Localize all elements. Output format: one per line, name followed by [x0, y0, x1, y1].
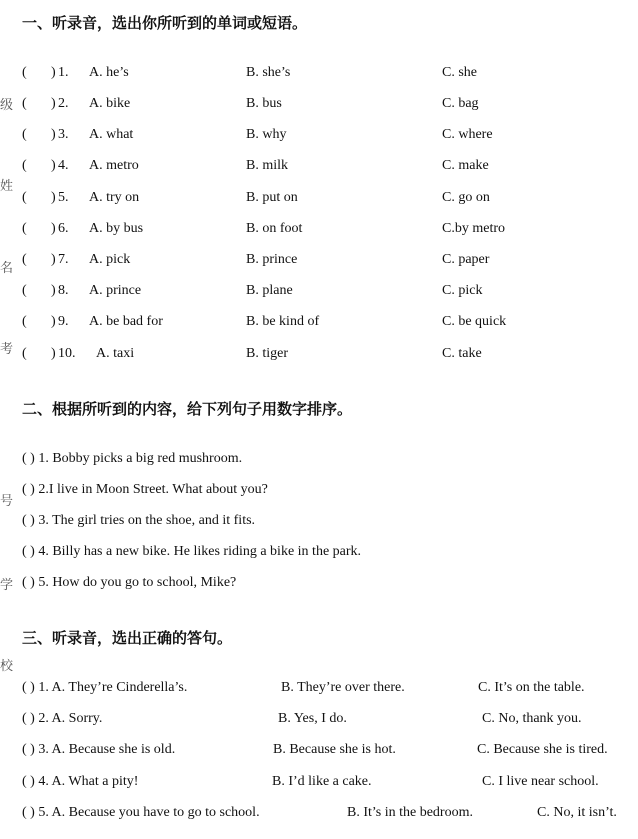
option-a: A. prince	[89, 283, 142, 298]
list-item	[0, 680, 638, 700]
option-b: B. Yes, I do.	[278, 711, 347, 726]
margin-mark: 名	[0, 261, 14, 276]
list-item	[0, 221, 638, 241]
list-item	[0, 451, 638, 471]
option-b: B. I’d like a cake.	[272, 774, 372, 789]
section3-heading: 三、听录音，选出正确的答句。	[22, 629, 233, 647]
item-number: 1.	[58, 65, 69, 80]
option-b: B. be kind of	[246, 314, 320, 329]
option-b: B. on foot	[246, 221, 303, 236]
option-a: A. by bus	[89, 221, 144, 236]
option-b: B. bus	[246, 96, 282, 111]
option-b: B. she’s	[246, 65, 291, 80]
option-c: C. make	[442, 158, 489, 173]
list-item	[0, 127, 638, 147]
list-item	[0, 575, 638, 595]
option-a: A. try on	[89, 190, 140, 205]
item-number: 10.	[58, 346, 76, 361]
margin-mark: 级	[0, 98, 14, 113]
option-c: C. go on	[442, 190, 490, 205]
list-item	[0, 544, 638, 564]
open-paren: (	[22, 127, 27, 142]
option-c: C. It’s on the table.	[478, 680, 585, 695]
list-item	[0, 283, 638, 303]
option-b: B. prince	[246, 252, 298, 267]
list-item	[0, 774, 638, 794]
list-item	[0, 742, 638, 762]
margin-mark: 姓	[0, 179, 14, 194]
item-number: 2.	[58, 96, 69, 111]
list-item	[0, 805, 638, 825]
open-paren: (	[22, 283, 27, 298]
open-paren: (	[22, 96, 27, 111]
list-item	[0, 513, 638, 533]
option-b: B. why	[246, 127, 287, 142]
question-lead: ( ) 3. A. Because she is old.	[22, 742, 176, 757]
open-paren: (	[22, 346, 27, 361]
item-number: 3.	[58, 127, 69, 142]
list-item	[0, 190, 638, 210]
list-item	[0, 711, 638, 731]
option-a: A. metro	[89, 158, 139, 173]
option-a: A. bike	[89, 96, 131, 111]
item-number: 5.	[58, 190, 69, 205]
close-paren: )	[51, 221, 56, 236]
close-paren: )	[51, 96, 56, 111]
option-c: C. No, it isn’t.	[537, 805, 617, 820]
list-item	[0, 96, 638, 116]
open-paren: (	[22, 252, 27, 267]
sentence-text: ( ) 4. Billy has a new bike. He likes riding a bike in the park.	[22, 544, 362, 559]
option-b: B. tiger	[246, 346, 288, 361]
option-c: C. paper	[442, 252, 490, 267]
item-number: 4.	[58, 158, 69, 173]
question-lead: ( ) 2. A. Sorry.	[22, 711, 103, 726]
option-b: B. put on	[246, 190, 298, 205]
option-b: B. It’s in the bedroom.	[347, 805, 473, 820]
option-c: C. No, thank you.	[482, 711, 582, 726]
option-b: B. Because she is hot.	[273, 742, 396, 757]
option-c: C. take	[442, 346, 482, 361]
item-number: 8.	[58, 283, 69, 298]
option-c: C. bag	[442, 96, 479, 111]
option-a: A. pick	[89, 252, 131, 267]
option-b: B. They’re over there.	[281, 680, 405, 695]
open-paren: (	[22, 65, 27, 80]
option-c: C.by metro	[442, 221, 505, 236]
close-paren: )	[51, 190, 56, 205]
item-number: 9.	[58, 314, 69, 329]
sentence-text: ( ) 1. Bobby picks a big red mushroom.	[22, 451, 243, 466]
section1-heading: 一、听录音，选出你所听到的单词或短语。	[22, 14, 308, 32]
option-c: C. pick	[442, 283, 483, 298]
margin-mark: 校	[0, 659, 14, 674]
list-item	[0, 158, 638, 178]
close-paren: )	[51, 127, 56, 142]
option-b: B. milk	[246, 158, 289, 173]
close-paren: )	[51, 314, 56, 329]
question-lead: ( ) 4. A. What a pity!	[22, 774, 139, 789]
close-paren: )	[51, 252, 56, 267]
item-number: 7.	[58, 252, 69, 267]
open-paren: (	[22, 314, 27, 329]
option-c: C. where	[442, 127, 493, 142]
option-c: C. be quick	[442, 314, 507, 329]
option-c: C. Because she is tired.	[477, 742, 608, 757]
open-paren: (	[22, 190, 27, 205]
sentence-text: ( ) 2.I live in Moon Street. What about you?	[22, 482, 268, 497]
section2-heading: 二、根据所听到的内容，给下列句子用数字排序。	[22, 400, 353, 418]
item-number: 6.	[58, 221, 69, 236]
question-lead: ( ) 1. A. They’re Cinderella’s.	[22, 680, 188, 695]
option-c: C. she	[442, 65, 477, 80]
close-paren: )	[51, 283, 56, 298]
close-paren: )	[51, 346, 56, 361]
list-item	[0, 314, 638, 334]
question-lead: ( ) 5. A. Because you have to go to school.	[22, 805, 260, 820]
close-paren: )	[51, 158, 56, 173]
option-a: A. what	[89, 127, 134, 142]
margin-mark: 考	[0, 342, 14, 357]
sentence-text: ( ) 5. How do you go to school, Mike?	[22, 575, 237, 590]
option-a: A. he’s	[89, 65, 129, 80]
option-b: B. plane	[246, 283, 293, 298]
margin-mark: 号	[0, 494, 14, 509]
option-a: A. taxi	[96, 346, 135, 361]
list-item	[0, 65, 638, 85]
margin-mark: 学	[0, 578, 14, 593]
option-c: C. I live near school.	[482, 774, 599, 789]
list-item	[0, 252, 638, 272]
option-a: A. be bad for	[89, 314, 163, 329]
close-paren: )	[51, 65, 56, 80]
open-paren: (	[22, 221, 27, 236]
open-paren: (	[22, 158, 27, 173]
sentence-text: ( ) 3. The girl tries on the shoe, and it fits.	[22, 513, 256, 528]
list-item	[0, 346, 638, 366]
list-item	[0, 482, 638, 502]
